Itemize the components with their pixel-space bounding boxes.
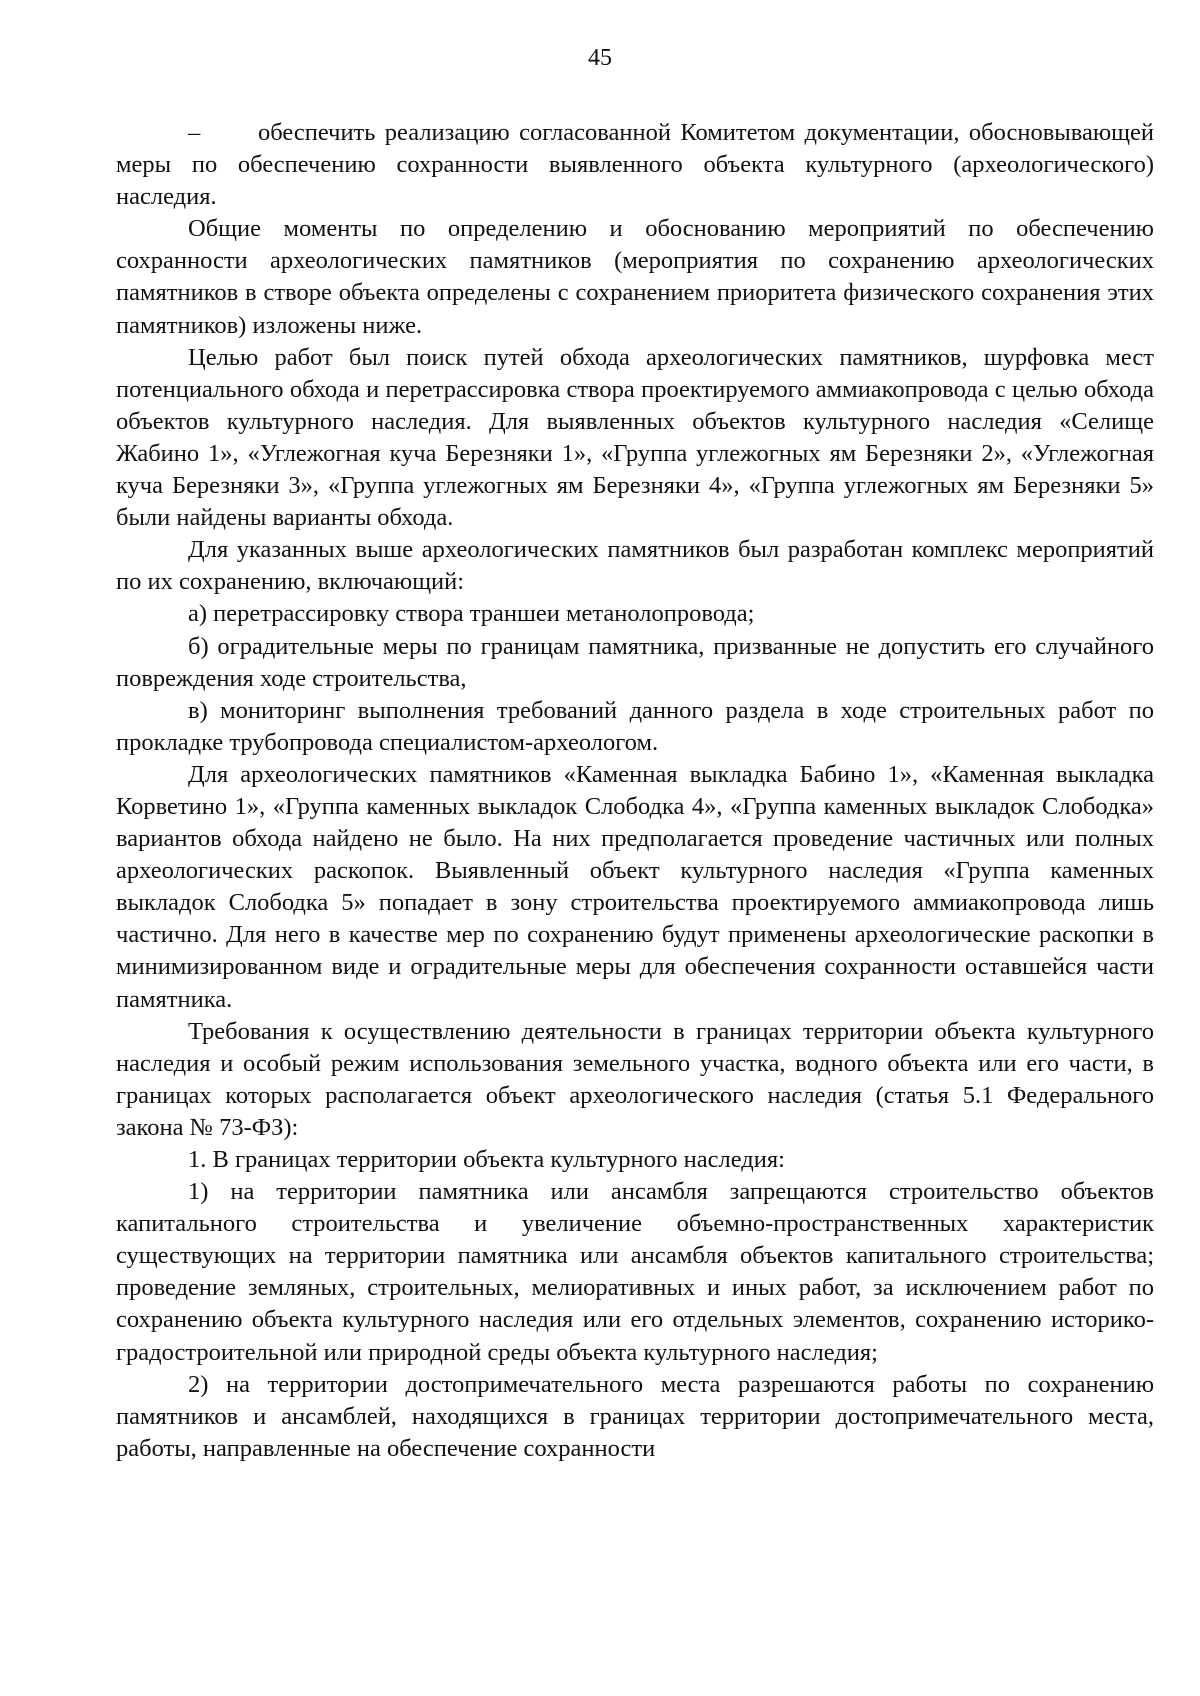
paragraph-requirements: Требования к осуществлению деятельности в границах территории объекта культурного наследия и особый режим использования земельного участка, водного объекта или его части, в границах которых располагается объект археологического наследия (статья 5.1 Федерального закона № 73-ФЗ): <box>116 1017 1154 1141</box>
list-item-2: 2) на территории достопримечательного места разрешаются работы по сохранению памятников и ансамблей, находящихся в границах территории достопримечательного места, работы, направленные на обеспечение сохранности <box>116 1370 1154 1462</box>
list-item-b: б) оградительные меры по границам памятника, призванные не допустить его случайного повреждения ходе строительства, <box>116 632 1154 692</box>
paragraph-excavations: Для археологических памятников «Каменная выкладка Бабино 1», «Каменная выкладка Корветино 1», «Группа каменных выкладок Слободка 4», «Группа каменных выкладок Слободка» вариантов обхода найдено не было. На них предполагается проведение частичных или полных археологических раскопок. Выявленный объект культурного наследия «Группа каменных выкладок Слободка 5» попадает в зону строительства проектируемого аммиакопровода лишь частично. Для него в качестве мер по сохранению будут применены археологические раскопки в минимизированном виде и оградительные меры для обеспечения сохранности оставшейся части памятника. <box>116 760 1154 1013</box>
list-item-1: 1) на территории памятника или ансамбля запрещаются строительство объектов капитального строительства и увеличение объемно-пространственных характеристик существующих на территории памятника или ансамбля объектов капитального строительства; проведение земляных, строительных, мелиоративных и иных работ, за исключением работ по сохранению объекта культурного наследия или его отдельных элементов, сохранению историко-градостроительной или природной среды объекта культурного наследия; <box>116 1178 1154 1366</box>
list-heading-1: 1. В границах территории объекта культурного наследия: <box>188 1146 785 1173</box>
paragraph-work-goal: Целью работ был поиск путей обхода археологических памятников, шурфовка мест потенциального обхода и перетрассировка створа проектируемого аммиакопровода с целью обхода объектов культурного наследия. Для выявленных объектов культурного наследия «Селище Жабино 1», «Углежогная куча Березняки 1», «Группа углежогных ям Березняки 2», «Углежогная куча Березняки 3», «Группа углежогных ям Березняки 4», «Группа углежогных ям Березняки 5» были найдены варианты обхода. <box>116 343 1154 532</box>
list-item-a: а) перетрассировку створа траншеи метанолопровода; <box>188 600 755 628</box>
paragraph-measures-complex: Для указанных выше археологических памятников был разработан комплекс мероприятий по их сохранению, включающий: <box>116 536 1154 596</box>
page-number: 45 <box>588 45 612 71</box>
list-item-c: в) мониторинг выполнения требований данного раздела в ходе строительных работ по прокладке трубопровода специалистом-археологом. <box>116 696 1154 756</box>
paragraph-text: обеспечить реализацию согласованной Комитетом документации, обосновывающей меры по обеспечению сохранности выявленного объекта культурного (археологического) наследия. <box>116 119 1154 211</box>
paragraph-general-measures: Общие моменты по определению и обоснованию мероприятий по обеспечению сохранности археологических памятников (мероприятия по сохранению археологических памятников в створе объекта определены с сохранением приоритета физического сохранения этих памятников) изложены ниже. <box>116 215 1154 339</box>
document-body <box>116 117 1154 1465</box>
paragraph-dash-item <box>116 117 1154 213</box>
dash-marker: – <box>188 119 201 146</box>
